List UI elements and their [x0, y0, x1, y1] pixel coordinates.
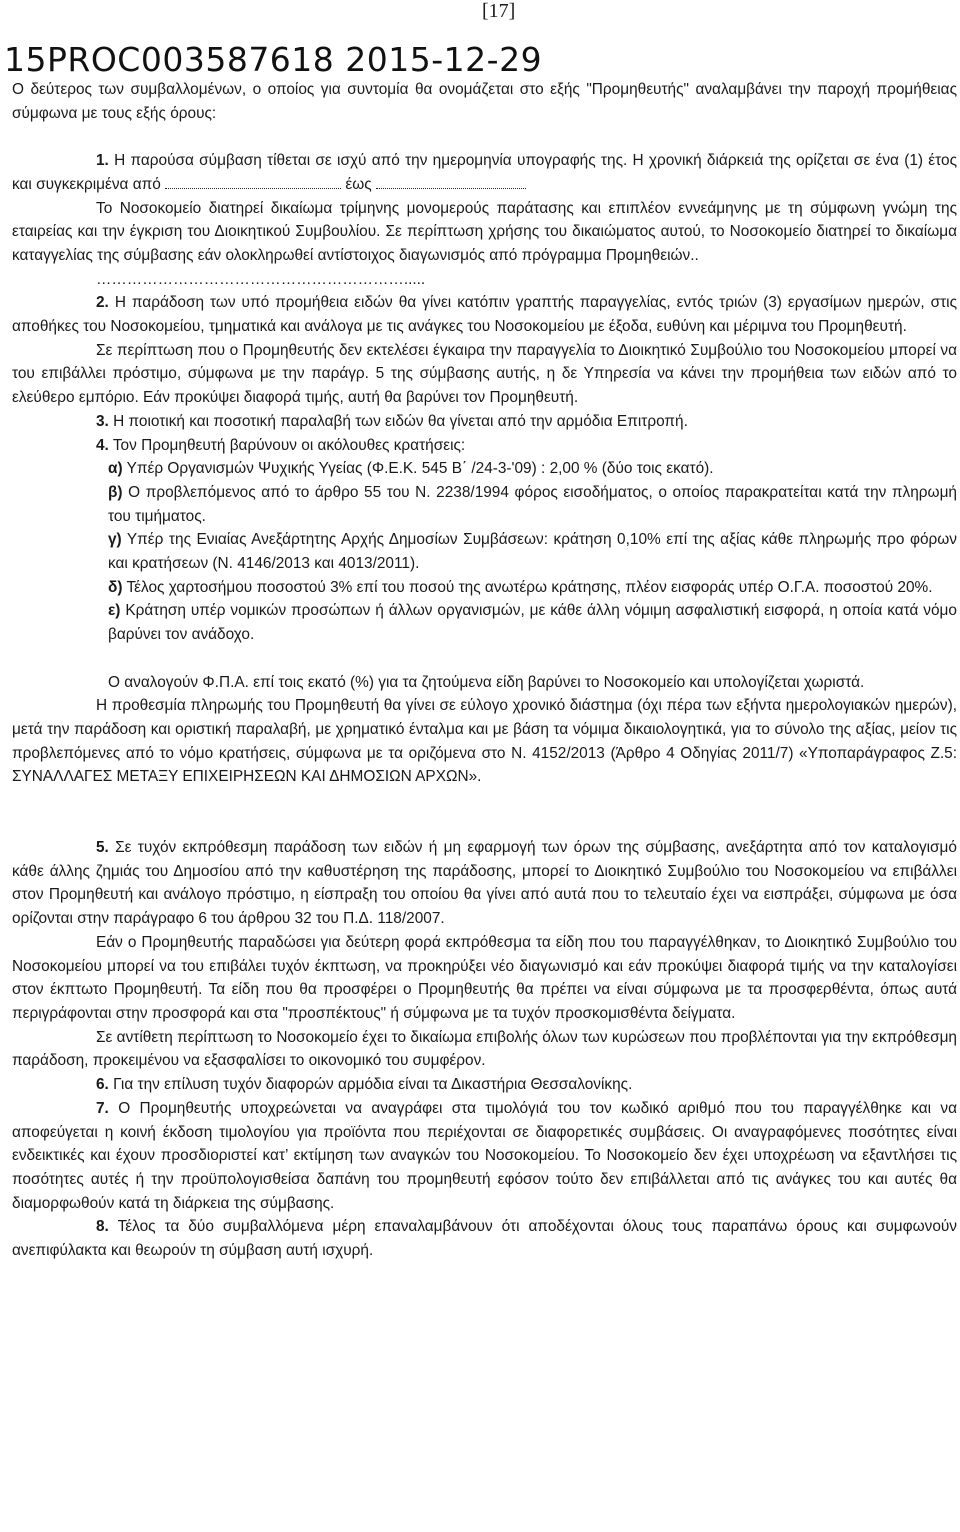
deduction-e	[12, 599, 957, 646]
term-text: έως	[341, 175, 376, 193]
deduction-label: ε)	[108, 602, 121, 620]
term-number: 1.	[96, 152, 109, 170]
term-text: Σε τυχόν εκπρόθεσμη παράδοση των ειδών ή μη εφαρμογή των όρων της σύμβασης, ανεξάρτητα από τον καταλογισμό κάθε άλλης ζημιάς του Δημοσίου από την καθυστέρηση της παράδοσης, μπορεί το Διοικητικό Συμβούλιο του Νοσοκομείου να επιβάλλει στον Προμηθευτή και ανάλογο πρόστιμο, η είσπραξη του οποίου θα γίνει από αυτά που το τελευταίο έχει να εισπράξει, σύμφωνα με όσα ορίζονται στην παράγραφο 6 του άρθρου 32 του Π.Δ. 118/2007.	[12, 839, 957, 928]
term-3	[12, 410, 957, 434]
contract-body	[12, 78, 957, 1263]
term-number: 7.	[96, 1099, 109, 1117]
vat-paragraph: Ο αναλογούν Φ.Π.Α. επί τοις εκατό (%) για τα ζητούμενα είδη βαρύνει το Νοσοκομείο και υπολογίζεται χωριστά.	[108, 673, 865, 691]
term-8	[12, 1215, 957, 1262]
deduction-label: β)	[108, 483, 123, 501]
term-1	[12, 149, 957, 196]
term-2-penalty: Σε περίπτωση που ο Προμηθευτής δεν εκτελέσει έγκαιρα την παραγγελία το Διοικητικό Συμβούλιο του Νοσοκομείου μπορεί να του επιβάλλει πρόστιμο, σύμφωνα με την παράγρ. 5 της σύμβασης αυτής, η δε Υπηρεσία να κάνει την προμήθεια των ειδών από το ελεύθερο εμπόριο. Εάν προκύψει διαφορά τιμής, αυτή θα βαρύνει τον Προμηθευτή.	[12, 341, 957, 407]
deduction-b	[12, 481, 957, 528]
term-5-second-delay: Εάν ο Προμηθευτής παραδώσει για δεύτερη φορά εκπρόθεσμα τα είδη που του παραγγέλθηκαν, το Διοικητικό Συμβούλιο του Νοσοκομείου μπορεί να του επιβάλει τυχόν έκπτωση, να προκηρύξει νέο διαγωνισμό και εάν προκύψει διαφορά τιμής να την καταλογίσει στον έκπτωτο Προμηθευτή. Τα είδη που θα προσφέρει ο Προμηθευτής θα πρέπει να είναι σύμφωνα με τα προσφερθέντα, όπως αυτά περιγράφονται στην προσφορά και στα "προσπέκτους" ή σύμφωνα με τα τυχόν προσκομισθέντα δείγματα.	[12, 933, 957, 1022]
term-text: Η παρούσα σύμβαση τίθεται σε ισχύ από την ημερομηνία υπογραφής της. Η χρονική διάρκειά της ορίζεται σε ένα (1) έτος και συγκεκριμένα από	[12, 152, 957, 193]
term-5	[12, 836, 957, 931]
deduction-text: Υπέρ της Ενιαίας Ανεξάρτητης Αρχής Δημοσίων Συμβάσεων: κράτηση 0,10% επί της αξίας κάθε πληρωμής προ φόρων και κρατήσεων (Ν. 4146/2013 και 4013/2011).	[108, 531, 957, 573]
deduction-label: α)	[108, 460, 123, 478]
term-number: 5.	[96, 839, 109, 857]
term-text: Για την επίλυση τυχόν διαφορών αρμόδια είναι τα Δικαστήρια Θεσσαλονίκης.	[108, 1076, 633, 1094]
term-number: 6.	[96, 1076, 109, 1094]
term-text: Η παράδοση των υπό προμήθεια ειδών θα γίνει κατόπιν γραπτής παραγγελίας, εντός τριών (3) εργασίμων ημερών, στις αποθήκες του Νοσοκομείου, τμηματικά και ανάλογα με τις ανάγκες του Νοσοκομείου με έξοδα, ευθύνη και μέριμνα του Προμηθευτή.	[12, 294, 957, 336]
deduction-text: Κράτηση υπέρ νομικών προσώπων ή άλλων οργανισμών, με κάθε άλλη νόμιμη ασφαλιστική εισφορά, η οποία κατά νόμο βαρύνει τον ανάδοχο.	[108, 602, 957, 644]
term-number: 4.	[96, 436, 109, 454]
intro-paragraph: Ο δεύτερος των συμβαλλομένων, ο οποίος για συντομία θα ονομάζεται στο εξής "Προμηθευτής" αναλαμβάνει την παροχή προμήθειας σύμφωνα με τους εξής όρους:	[12, 81, 957, 122]
term-text: Ο Προμηθευτής υποχρεώνεται να αναγράφει στα τιμολόγιά του τον κωδικό αριθμό που του παραγγέλθηκε και να αποφεύγεται η κοινή έκδοση τιμολογίου για προϊόντα που περιέχονται σε διαφορετικές συμβάσεις. Οι αναγραφόμενες ποσότητες είναι ενδεικτικές και έχουν προσδιοριστεί κατ’ εκτίμηση των αναγκών του Νοσοκομείου. Το Νοσοκομείο δεν έχει υποχρέωση να εξαντλήσει τις ποσότητες αυτές ή την προϋπολογισθείσα δαπάνη του προμηθευτή εφόσον τούτο δεν επιβάλλεται από τις ανάγκες του και αυτές θα διαμορφωθούν κατά τη διάρκεια της σύμβασης.	[12, 1099, 957, 1212]
term-5-sanctions: Σε αντίθετη περίπτωση το Νοσοκομείο έχει το δικαίωμα επιβολής όλων των κυρώσεων που προβλέπονται για την εκπρόθεσμη παράδοση, προκειμένου να εξασφαλίσει το οικονομικό του συμφέρον.	[12, 1028, 957, 1070]
deduction-label: γ)	[108, 531, 122, 549]
term-6	[12, 1073, 957, 1097]
payment-paragraph: Η προθεσμία πληρωμής του Προμηθευτή θα γίνει σε εύλογο χρονικό διάστημα (όχι πέρα των εξήντα ημερολογιακών ημερών), μετά την παράδοση και οριστική παραλαβή, με χρηματικό ένταλμα και με βάση τα νόμιμα δικαιολογητικά, για το σύνολο της αξίας, μείον τις προβλεπόμενες από το νόμο κρατήσεις, σύμφωνα με τα οριζόμενα στο Ν. 4152/2013 (Άρθρο 4 Οδηγίας 2011/7) «Υποπαράγραφος Ζ.5: ΣΥΝΑΛΛΑΓΕΣ ΜΕΤΑΞΥ ΕΠΙΧΕΙΡΗΣΕΩΝ ΚΑΙ ΔΗΜΟΣΙΩΝ ΑΡΧΩΝ».	[12, 697, 957, 786]
term-text: Τέλος τα δύο συμβαλλόμενα μέρη επαναλαμβάνουν ότι αποδέχονται όλους τους παραπάνω όρους και συμφωνούν ανεπιφύλακτα και θεωρούν τη σύμβαση αυτή ισχυρή.	[12, 1218, 957, 1260]
deduction-label: δ)	[108, 578, 123, 596]
deduction-d	[12, 576, 957, 600]
term-1-extension: Το Νοσοκομείο διατηρεί δικαίωμα τρίμηνης μονομερούς παράτασης και επιπλέον εννεάμηνης με τη σύμφωνη γνώμη της εταιρείας και την έγκριση του Διοικητικού Συμβουλίου. Σε περίπτωση χρήσης του δικαιώματος αυτού, το Νοσοκομείο διατηρεί το δικαίωμα καταγγελίας της σύμβασης εάν ολοκληρωθεί αντίστοιχος διαγωνισμός από πρόγραμμα Προμηθειών..	[12, 199, 957, 264]
term-text: Τον Προμηθευτή βαρύνουν οι ακόλουθες κρατήσεις:	[108, 436, 466, 454]
term-number: 8.	[96, 1218, 109, 1236]
deduction-a	[12, 457, 957, 481]
deduction-text: Ο προβλεπόμενος από το άρθρο 55 του Ν. 2238/1994 φόρος εισοδήματος, ο οποίος παρακρατείται κατά την πληρωμή του τιμήματος.	[108, 483, 957, 525]
term-2	[12, 291, 957, 338]
term-1-dots: …………………………………………………….....	[96, 270, 426, 288]
term-text: Η ποιοτική και ποσοτική παραλαβή των ειδών θα γίνεται από την αρμόδια Επιτροπή.	[108, 412, 688, 430]
document-stamp: 15PROC003587618 2015-12-29	[4, 40, 543, 79]
deduction-c	[12, 528, 957, 575]
term-4	[12, 434, 957, 458]
start-date-blank	[165, 176, 341, 189]
end-date-blank	[376, 176, 526, 189]
deduction-text: Τέλος χαρτοσήμου ποσοστού 3% επί του ποσού της ανωτέρω κράτησης, πλέον εισφοράς υπέρ Ο.Γ.Α. ποσοστού 20%.	[122, 578, 933, 596]
deduction-text: Υπέρ Οργανισμών Ψυχικής Υγείας (Φ.Ε.Κ. 545 Β΄ /24-3-'09) : 2,00 % (δύο τοις εκατό).	[122, 460, 714, 478]
term-7	[12, 1097, 957, 1216]
term-number: 3.	[96, 412, 109, 430]
term-number: 2.	[96, 294, 109, 312]
page-number: [17]	[482, 0, 516, 22]
